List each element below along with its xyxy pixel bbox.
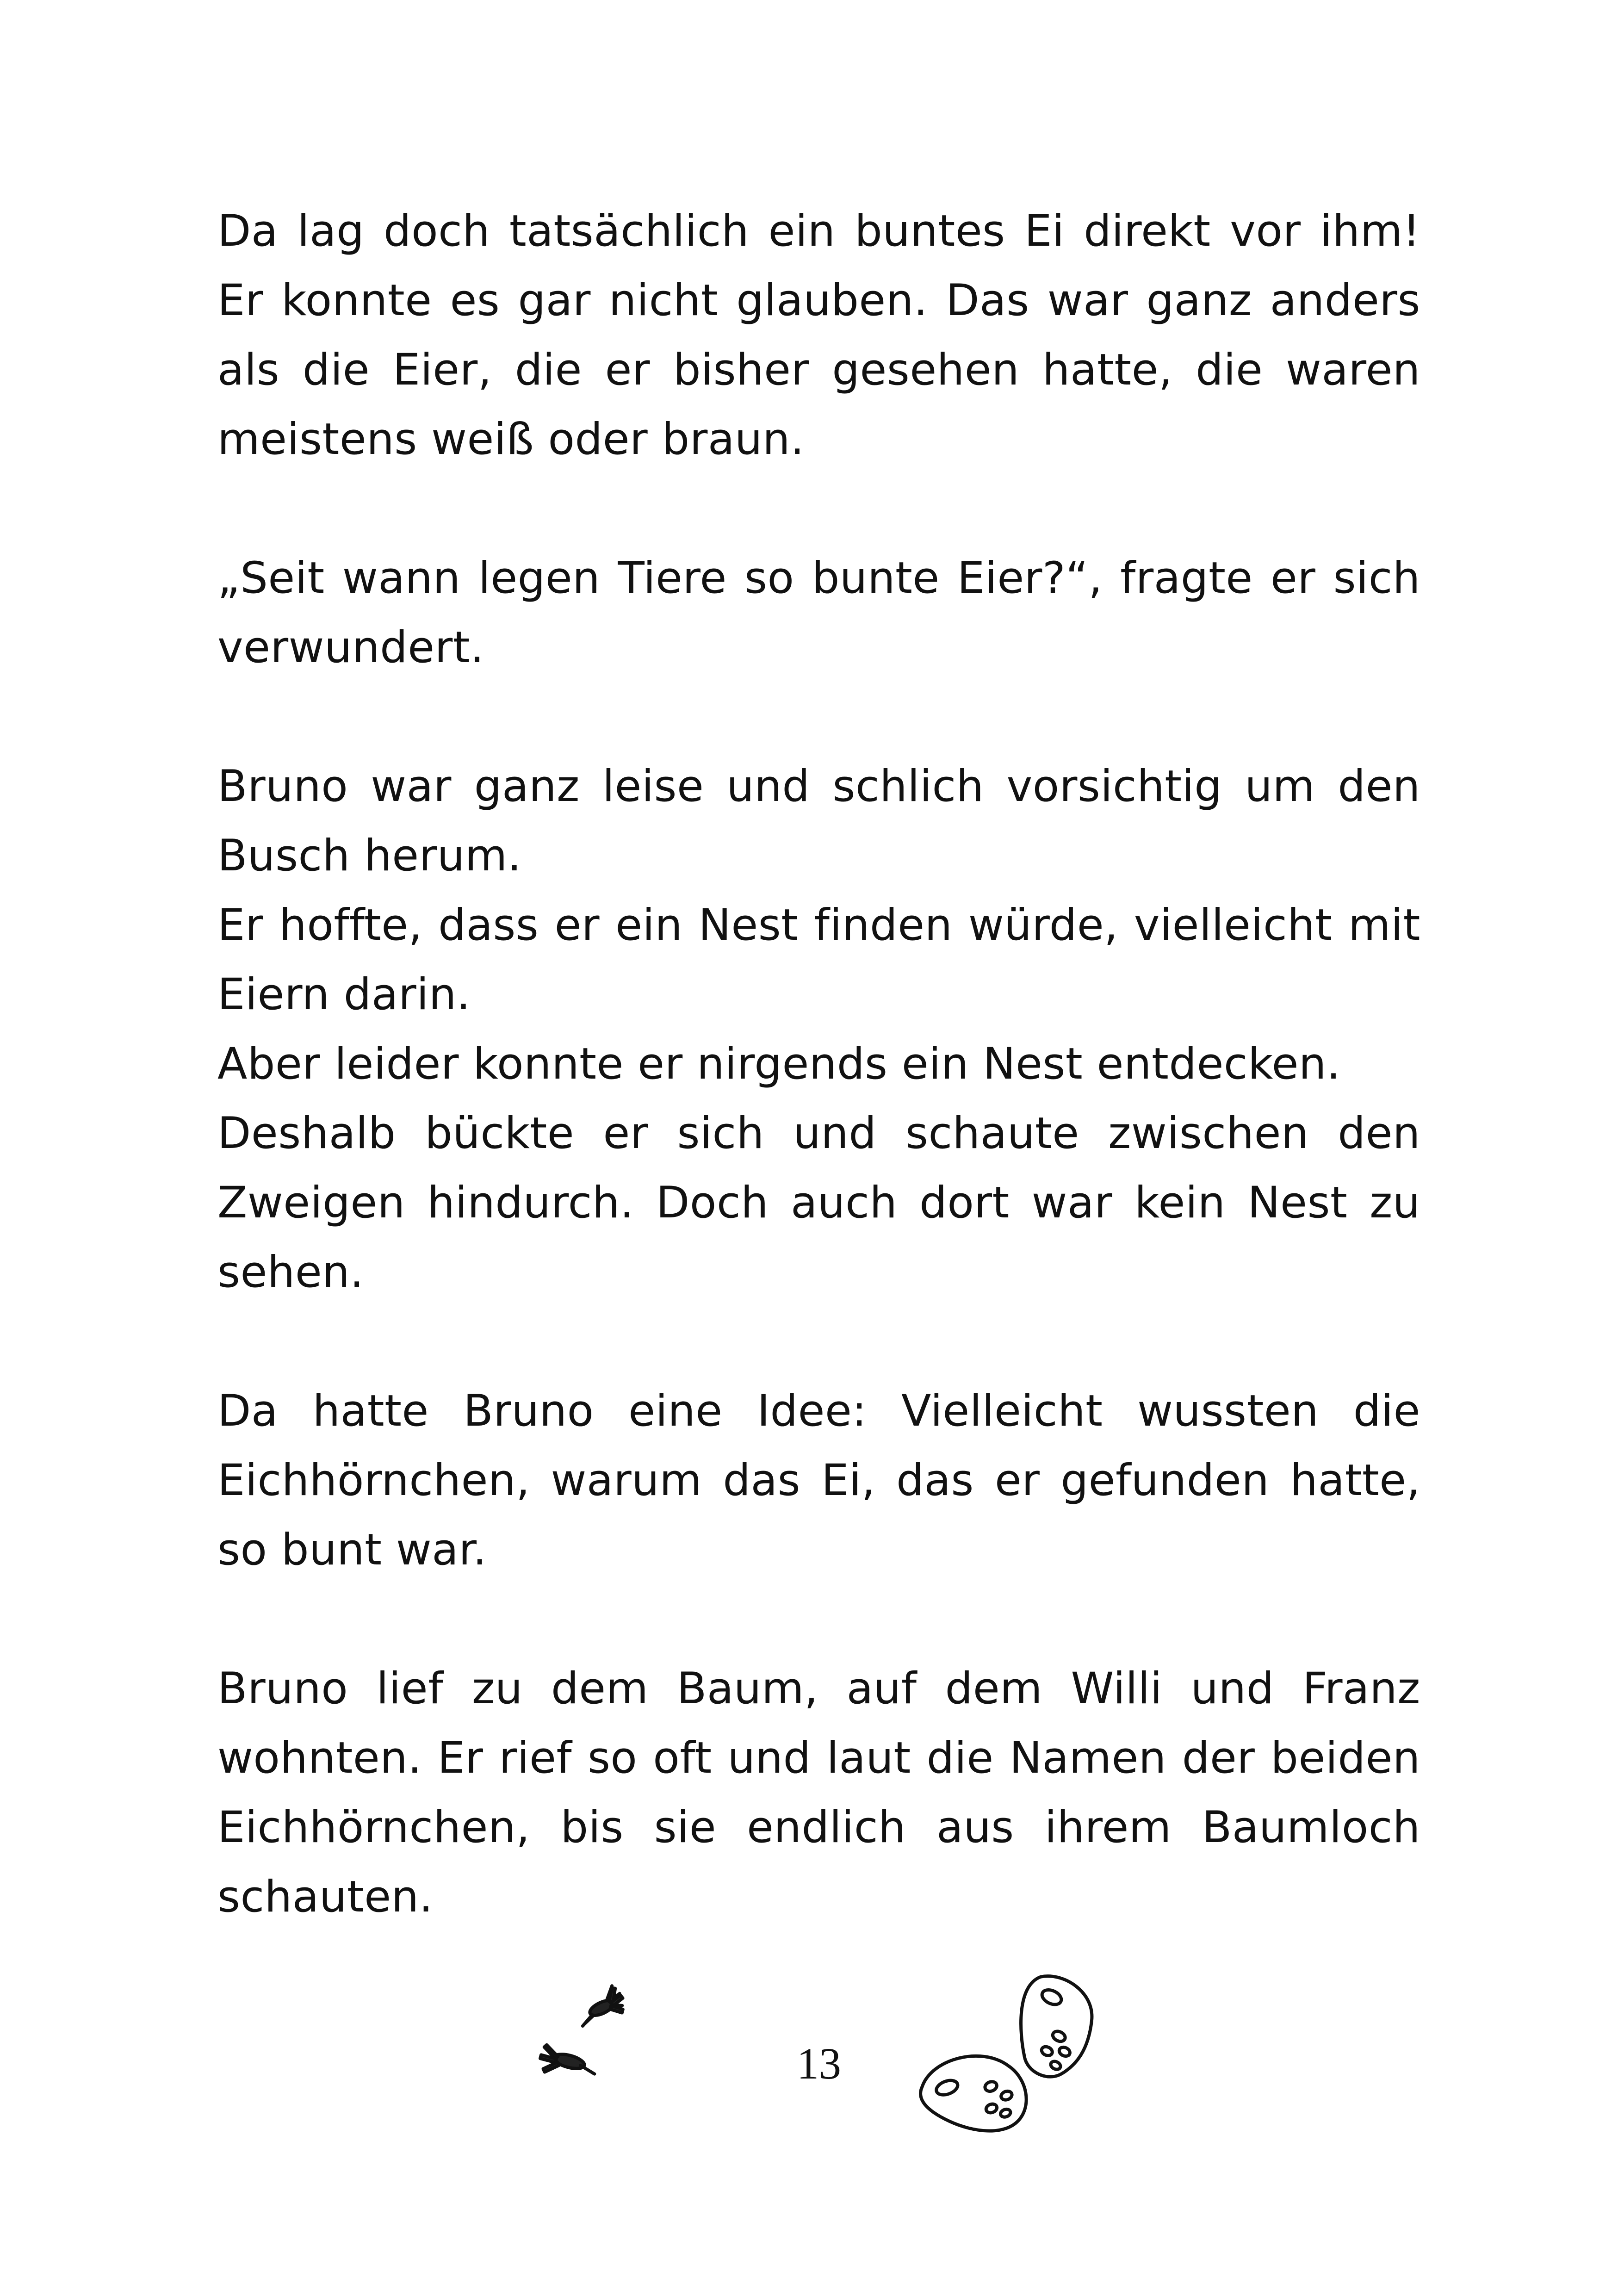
bird-footprints-icon xyxy=(532,1980,662,2110)
paragraph: Aber leider konnte er nirgends ein Nest entdecken. xyxy=(217,1039,1341,1089)
paragraph: Bruno war ganz leise und schlich vorsichtig um den Busch herum. xyxy=(217,761,1420,881)
paragraph: Da hatte Bruno eine Idee: Vielleicht wussten die Eichhörnchen, warum das Ei, das er gefunden hatte, so bunt war. xyxy=(217,1386,1420,1575)
paragraph: Bruno lief zu dem Baum, auf dem Willi und Franz wohnten. Er rief so oft und laut die Namen der beiden Eichhörnchen, bis sie endlich aus ihrem Baumloch schauten. xyxy=(217,1663,1420,1922)
bunny-paw-prints-icon xyxy=(898,1971,1138,2166)
paragraph: Da lag doch tatsächlich ein buntes Ei direkt vor ihm! Er konnte es gar nicht glauben. Das war ganz anders als die Eier, die er bisher gesehen hatte, die waren meistens weiß oder braun. xyxy=(217,206,1420,465)
paragraph: Er hoffte, dass er ein Nest finden würde, vielleicht mit Eiern darin. xyxy=(217,900,1420,1020)
page-number: 13 xyxy=(797,2039,841,2088)
story-text xyxy=(217,197,1420,1932)
paragraph: Deshalb bückte er sich und schaute zwischen den Zweigen hindurch. Doch auch dort war kein Nest zu sehen. xyxy=(217,1108,1420,1297)
paragraph: „Seit wann legen Tiere so bunte Eier?“, fragte er sich verwundert. xyxy=(217,553,1420,673)
